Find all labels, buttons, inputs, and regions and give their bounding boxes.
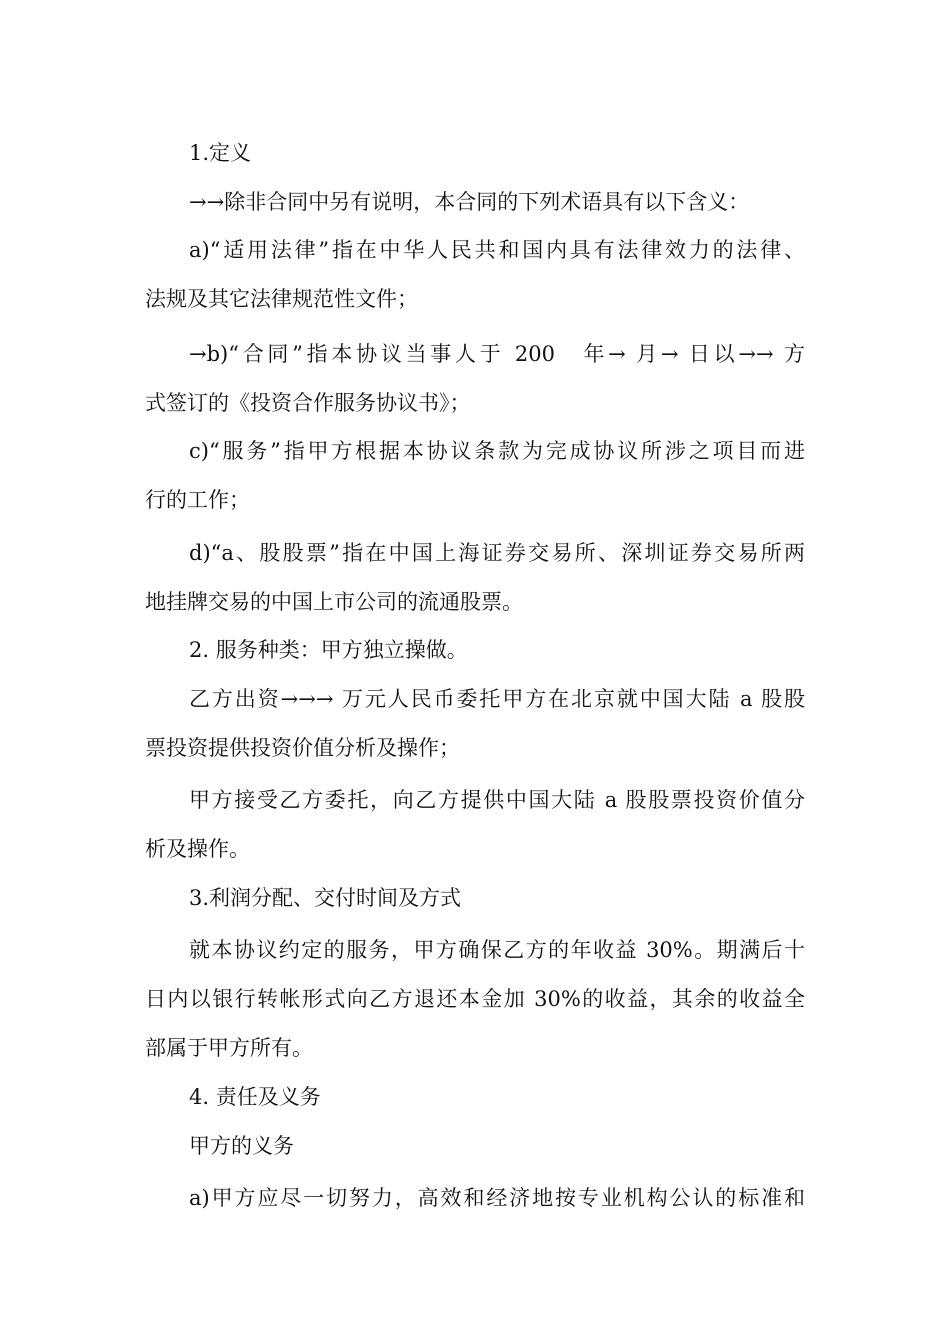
paragraph-line: →b)“合同”指本协议当事人于 200 年→ 月→ 日以→→ 方: [189, 342, 805, 366]
heading-definitions: 1.定义: [189, 141, 252, 165]
paragraph-line: 行的工作；: [145, 488, 250, 512]
paragraph-line: 就本协议约定的服务，甲方确保乙方的年收益 30%。期满后十: [189, 938, 805, 962]
heading-service-type: 2. 服务种类：甲方独立操做。: [189, 638, 468, 662]
paragraph-line: 票投资提供投资价值分析及操作；: [145, 736, 460, 760]
paragraph-line: 甲方接受乙方委托，向乙方提供中国大陆 a 股股票投资价值分: [189, 788, 805, 812]
paragraph-line: 法规及其它法律规范性文件；: [145, 287, 418, 311]
paragraph-line: a)甲方应尽一切努力，高效和经济地按专业机构公认的标准和: [189, 1186, 805, 1210]
paragraph-line: 式签订的《投资合作服务协议书》；: [145, 391, 471, 415]
paragraph-line: 部属于甲方所有。: [145, 1036, 313, 1060]
paragraph-line: d)“a、股股票”指在中国上海证券交易所、深圳证券交易所两: [189, 541, 805, 565]
paragraph-line: 析及操作。: [145, 837, 250, 861]
paragraph-line: 地挂牌交易的中国上市公司的流通股票。: [145, 590, 523, 614]
paragraph-line: 日内以银行转帐形式向乙方退还本金加 30%的收益，其余的收益全: [145, 987, 805, 1011]
paragraph-line: →→除非合同中另有说明，本合同的下列术语具有以下含义：: [189, 190, 750, 214]
subheading-party-a-obligations: 甲方的义务: [189, 1134, 294, 1158]
heading-profit-distribution: 3.利润分配、交付时间及方式: [189, 886, 462, 910]
paragraph-line: a)“适用法律”指在中华人民共和国内具有法律效力的法律、: [189, 238, 805, 262]
paragraph-line: 乙方出资→→→ 万元人民币委托甲方在北京就中国大陆 a 股股: [189, 687, 805, 711]
paragraph-line: c)“服务”指甲方根据本协议条款为完成协议所涉之项目而进: [189, 439, 805, 463]
heading-responsibilities: 4. 责任及义务: [189, 1085, 321, 1109]
